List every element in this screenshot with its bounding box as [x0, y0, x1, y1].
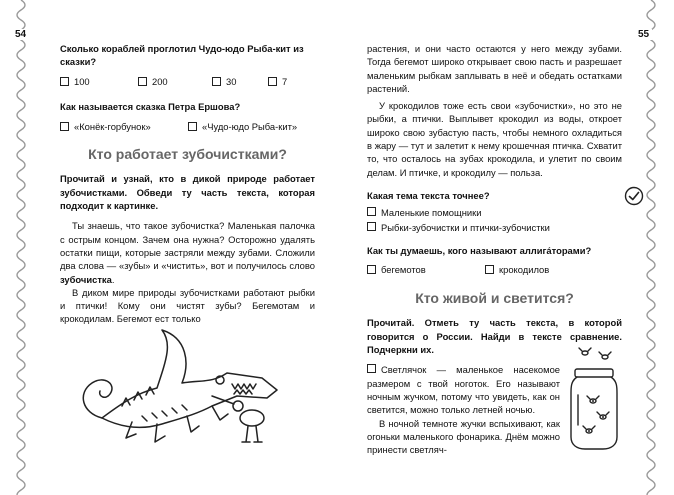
- q1-question: Сколько кораблей проглотил Чудо-юдо Рыба-кит из сказки?: [60, 43, 304, 68]
- q2-options: [60, 120, 315, 133]
- q2-option[interactable]: «Чудо-юдо Рыба-кит»: [188, 120, 297, 133]
- left-column: [60, 42, 315, 326]
- left-section-title: Кто работает зубочистками?: [88, 146, 287, 163]
- q4-option[interactable]: крокодилов: [485, 263, 549, 276]
- right-section-title: Кто живой и светится?: [415, 290, 574, 307]
- checkbox[interactable]: [188, 122, 197, 131]
- q3-option[interactable]: Маленькие помощники: [367, 206, 622, 219]
- checkbox[interactable]: [212, 77, 221, 86]
- left-paragraph-2: В диком мире природы зубочистками работают рыбки и птички! Кому они чистят зубы? Бегемотам и крокодилам. Бегемот ест только: [60, 286, 315, 325]
- checkbox[interactable]: [60, 122, 69, 131]
- right-paragraph-4: Светлячок — маленькое насекомое размером с твой ноготок. Его называют ночным жучком, потому что увидеть, как он светится, можно только летней ночью.: [367, 364, 560, 416]
- q1-option[interactable]: 200: [138, 75, 212, 88]
- checkbox[interactable]: [367, 265, 376, 274]
- checkbox[interactable]: [138, 77, 147, 86]
- checkbox[interactable]: [367, 207, 376, 216]
- right-wavy-border: [640, 0, 662, 495]
- q1-option[interactable]: 100: [60, 75, 138, 88]
- q4-option[interactable]: бегемотов: [367, 263, 485, 276]
- q2-question: Как называется сказка Петра Ершова?: [60, 100, 241, 112]
- q3-question: Какая тема текста точнее?: [367, 189, 490, 201]
- left-page-number: 54: [12, 29, 29, 40]
- q1-options: [60, 75, 315, 88]
- checkbox[interactable]: [367, 364, 376, 373]
- left-paragraph-1: Ты знаешь, что такое зубочистка? Маленькая палочка с острым концом. Зачем она нужна? Осторожно удалять остатки пищи, которые застряли между зубами. Сложили два слова — «зубы» и «чистить», вот и получилось слово зубочистка.: [60, 220, 315, 285]
- q4-options: [367, 263, 622, 276]
- q3-option[interactable]: Рыбки-зубочистки и птички-зубочистки: [367, 221, 622, 234]
- q1-option[interactable]: 7: [268, 75, 287, 88]
- checkbox[interactable]: [485, 265, 494, 274]
- q2-option[interactable]: «Конёк-горбунок»: [60, 120, 188, 133]
- right-instruction: Прочитай. Отметь ту часть текста, в которой говорится о России. Найди в тексте сравнение. Подчеркни их.: [367, 317, 622, 356]
- firefly-jar-illustration: [565, 345, 625, 455]
- right-page-number: 55: [635, 29, 652, 40]
- q1-option[interactable]: 30: [212, 75, 268, 88]
- checkbox[interactable]: [60, 77, 69, 86]
- checkbox[interactable]: [268, 77, 277, 86]
- crocodile-bird-illustration: [62, 318, 297, 450]
- right-paragraph-3: У крокодилов тоже есть свои «зубочистки», но это не рыбки, а птички. Выплывет крокодил из воды, откроет широко свою зубастую пасть, чтобы немного охладиться в жару — тут и залетит к нему крошечная птичка. Схватит то, что осталось на зубах крокодила, и улетит по своим делам. И птичке, и крокодилу — польза.: [367, 100, 622, 178]
- right-paragraph-continued: растения, и они часто остаются у него между зубами. Тогда бегемот широко открывает свою пасть и разрешает маленьким рыбкам заплывать в неё и обедать остатками растений.: [367, 43, 622, 94]
- right-paragraph-5: В ночной темноте жучки вспыхивают, как огоньки маленького фонарика. Днём можно принести светляч-: [367, 417, 560, 456]
- left-wavy-border: [10, 0, 32, 495]
- firefly-text-block: [367, 363, 560, 456]
- q4-question: Как ты думаешь, кого называют аллига́торами?: [367, 244, 592, 256]
- checkbox[interactable]: [367, 222, 376, 231]
- left-instruction: Прочитай и узнай, кто в дикой природе работает зубочистками. Обведи ту часть текста, которая подходит к картинке.: [60, 173, 315, 212]
- check-circle-icon: [624, 186, 644, 206]
